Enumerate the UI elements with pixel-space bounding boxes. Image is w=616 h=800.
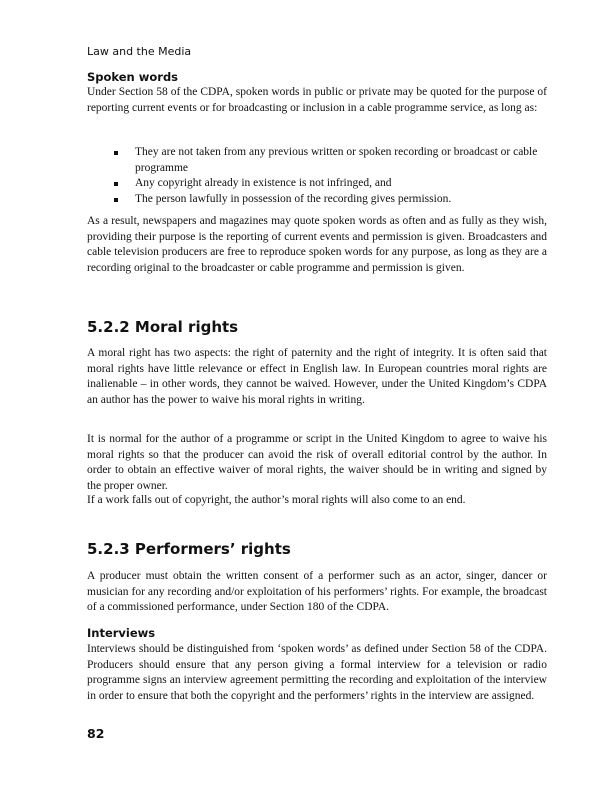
spoken-words-intro: Under Section 58 of the CDPA, spoken words in public or private may be quoted for the purpose of reporting current events or for broadcasting or inclusion in a cable programme service, as long as: bbox=[87, 86, 547, 114]
running-head: Law and the Media bbox=[87, 45, 192, 58]
performers-rights-p1: A producer must obtain the written consent of a performer such as an actor, singer, dancer or musician for any recording and/or exploitation of his performers’ rights. For example, the broadcast of a commissioned performance, under Section 180 of the CDPA. bbox=[87, 570, 547, 614]
interviews-heading: Interviews bbox=[87, 626, 156, 640]
page-number: 82 bbox=[87, 726, 105, 741]
spoken-words-result: As a result, newspapers and magazines may quote spoken words as often and as fully as they wish, providing their purpose is the reporting of current events and permission is given. Broadcasters and cable television producers are free to reproduce spoken words for any purpose, as long as they are a recording original to the broadcaster or cable programme and permission is given. bbox=[87, 215, 547, 274]
list-item: The person lawfully in possession of the recording gives permission. bbox=[87, 192, 547, 208]
list-item: They are not taken from any previous written or spoken recording or broadcast or cable programme bbox=[87, 145, 547, 176]
performers-rights-heading: 5.2.3 Performers’ rights bbox=[87, 540, 291, 558]
moral-rights-p2: It is normal for the author of a programme or script in the United Kingdom to agree to waive his moral rights so that the producer can avoid the risk of overall editorial control by the author. In order to obtain an effective waiver of moral rights, the waiver should be in writing and signed by the proper owner. bbox=[87, 433, 547, 492]
moral-rights-heading: 5.2.2 Moral rights bbox=[87, 318, 239, 336]
bullet-square-icon bbox=[114, 182, 118, 186]
interviews-p1: Interviews should be distinguished from ‘spoken words’ as defined under Section 58 of the CDPA. Producers should ensure that any person giving a formal interview for a television or radio programme signs an interview agreement permitting the recording and exploitation of the interview in order to ensure that both the copyright and the performers’ rights in the interview are assigned. bbox=[87, 643, 547, 702]
list-item: Any copyright already in existence is not infringed, and bbox=[87, 176, 547, 192]
moral-rights-p1: A moral right has two aspects: the right of paternity and the right of integrity. It is often said that moral rights have little relevance or effect in English law. In European countries moral rights are inalienable – in other words, they cannot be waived. However, under the United Kingdom’s CDPA an author has the power to waive his moral rights in writing. bbox=[87, 347, 547, 406]
spoken-words-conditions bbox=[87, 145, 547, 207]
spoken-words-heading: Spoken words bbox=[87, 70, 179, 84]
bullet-square-icon bbox=[114, 151, 118, 155]
moral-rights-p3: If a work falls out of copyright, the author’s moral rights will also come to an end. bbox=[87, 494, 466, 506]
bullet-square-icon bbox=[114, 198, 118, 202]
